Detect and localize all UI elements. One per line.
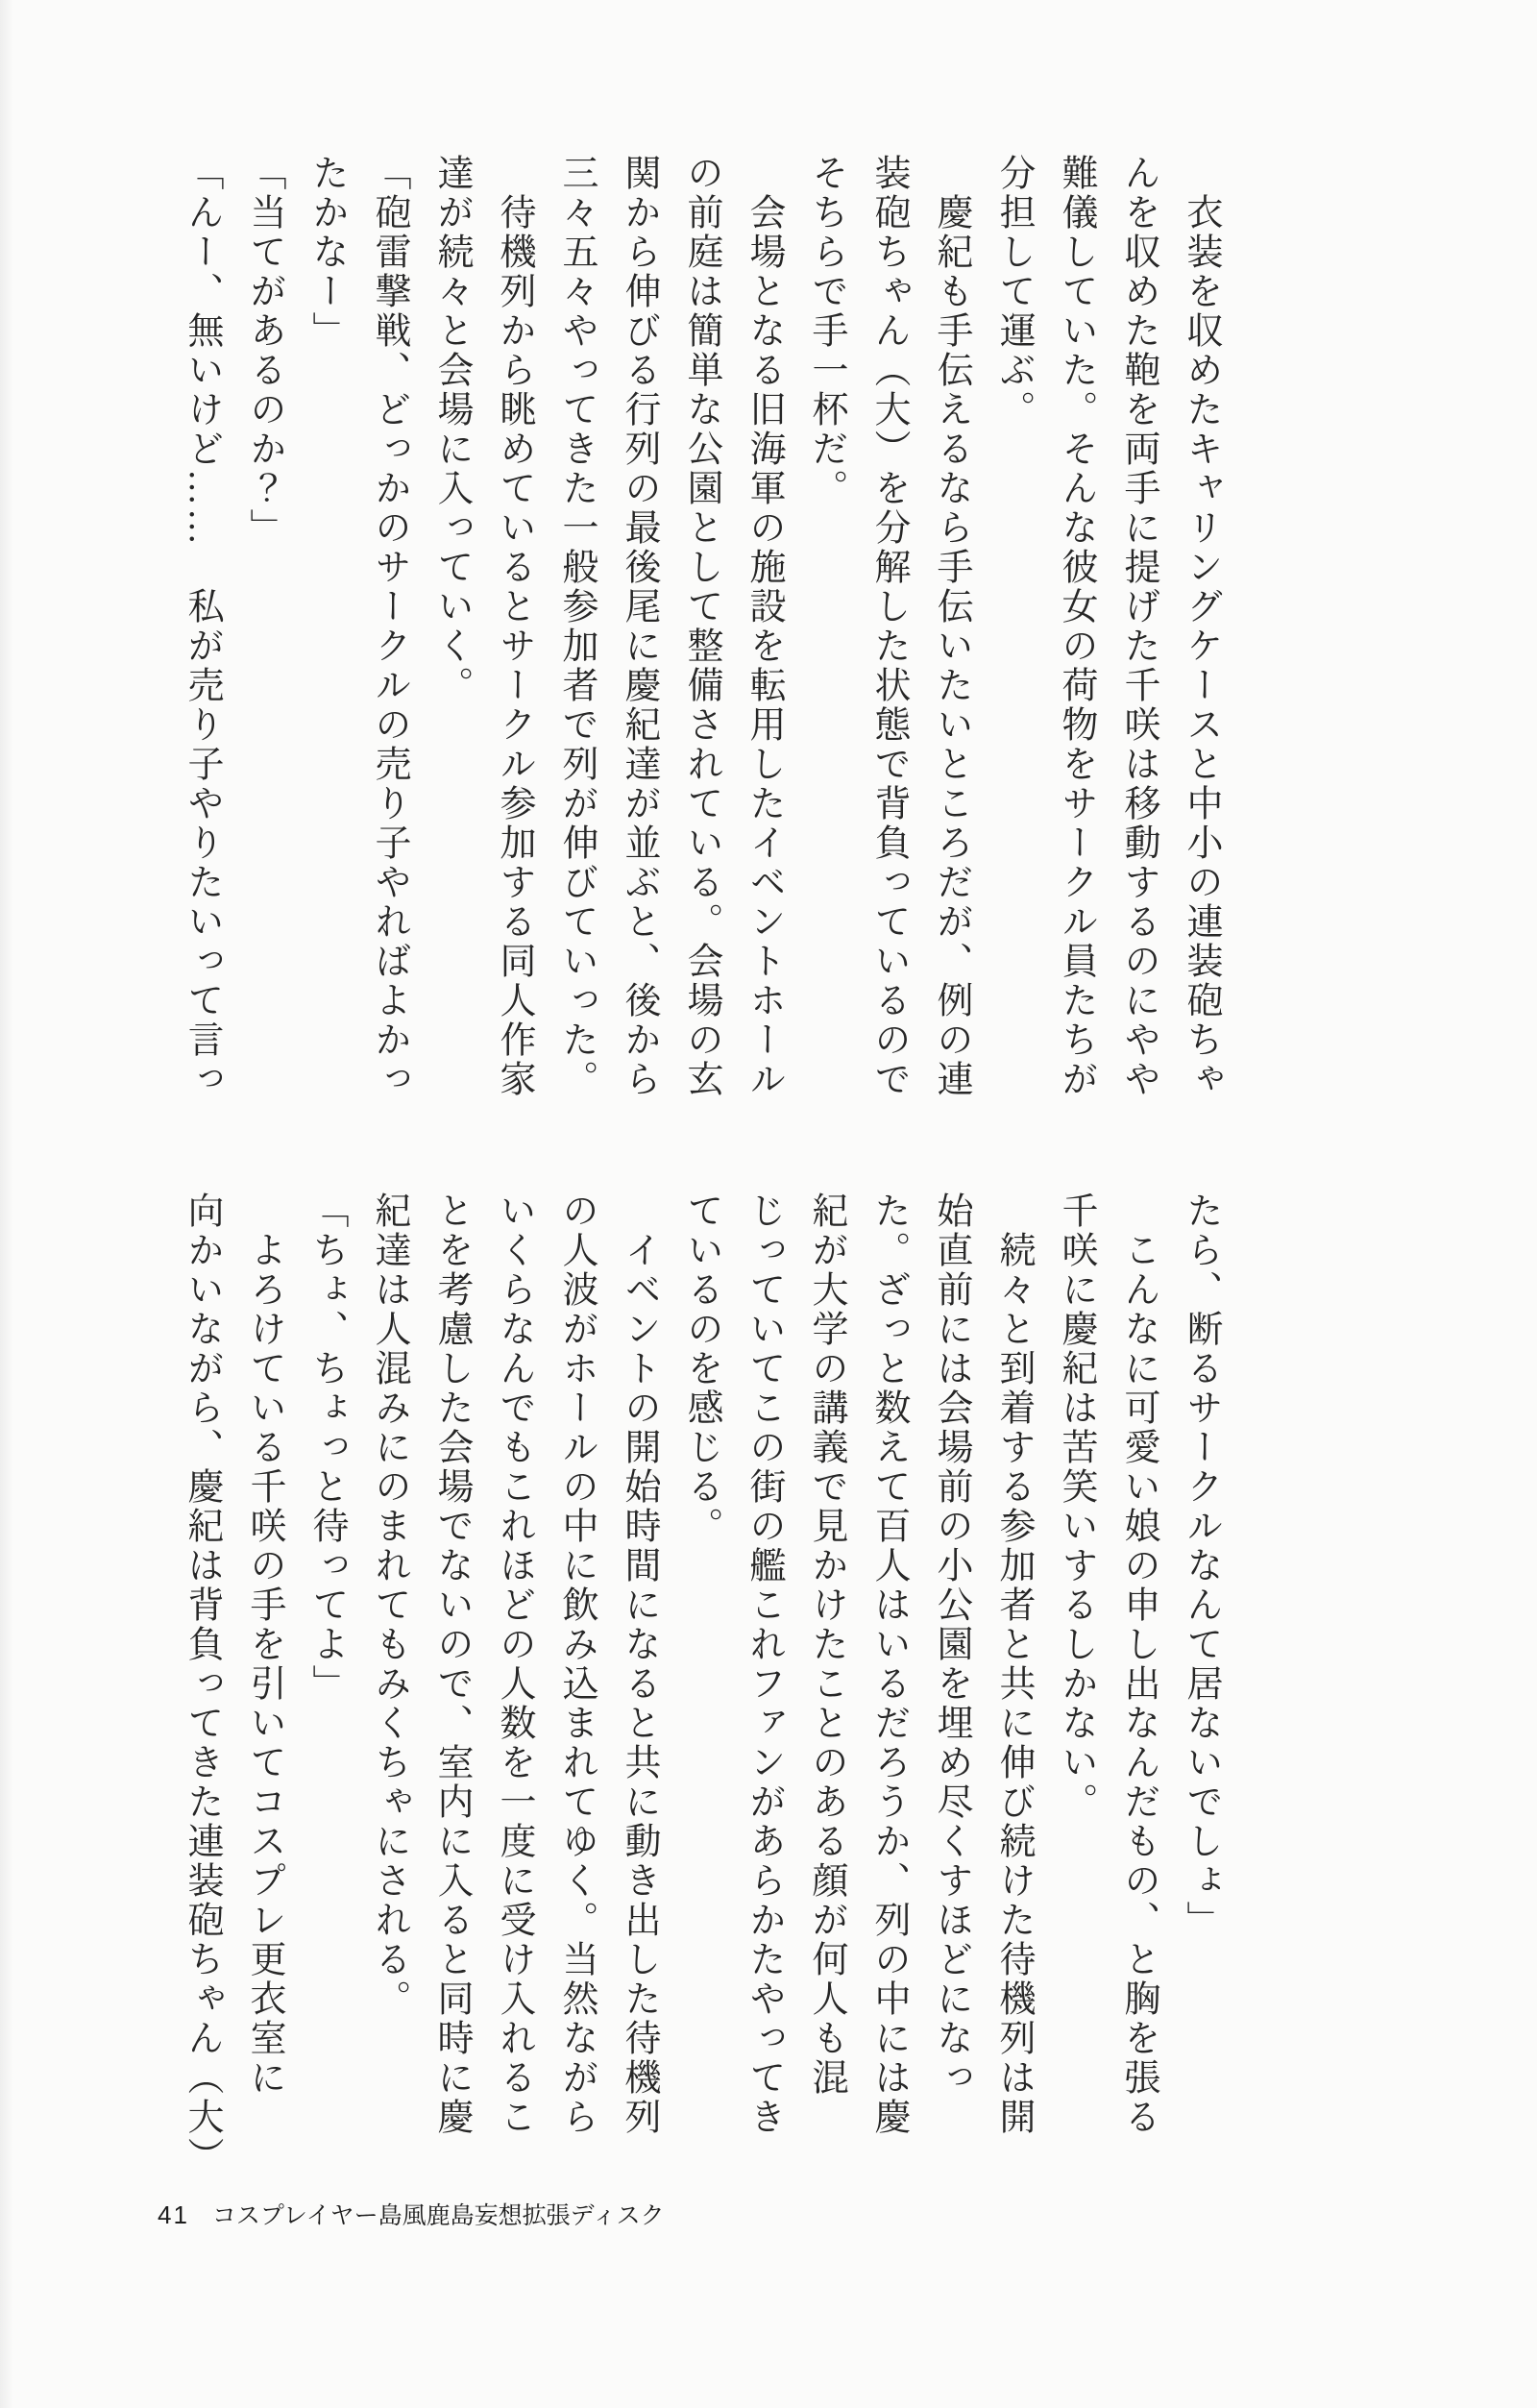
text-column: んを収めた鞄を両手に提げた千咲は移動するのにやや [1118,154,1159,1099]
text-column: の前庭は簡単な公園として整備されている。会場の玄 [681,154,721,1099]
text-column: 関から伸びる行列の最後尾に慶紀達が並ぶと、後から [619,154,659,1099]
text-column: 達が続々と会場に入っていく。 [431,154,472,705]
text-column: 装砲ちゃん（大）を分解した状態で背負っているので [868,154,909,1099]
text-column: 「当てがあるのか？」 [244,154,284,548]
text-column: ているのを感じる。 [681,1192,721,1546]
text-column: 始直前には会場前の小公園を埋め尽くすほどになっ [931,1192,971,2098]
page-number: 41 [158,2200,189,2229]
bottom-text-block [170,1192,1232,2196]
top-text-block [170,154,1232,1158]
text-column: 紀達は人混みにのまれてもみくちゃにされる。 [369,1192,409,2019]
text-column: こんなに可愛い娘の申し出なんだもの、と胸を張る [1118,1192,1159,2137]
text-column: 紀が大学の講義で見かけたことのある顔が何人も混 [806,1192,846,2098]
text-column: よろけている千咲の手を引いてコスプレ更衣室に [244,1192,284,2098]
page-footer [158,2197,665,2231]
book-title: コスプレイヤー島風鹿島妄想拡張ディスク [211,2202,665,2229]
text-column: 三々五々やってきた一般参加者で列が伸びていった。 [556,154,597,1099]
text-column: 難儀していた。そんな彼女の荷物をサークル員たちが [1056,154,1096,1099]
text-column: 「んー、無いけど…… 私が売り子やりたいって言っ [182,154,222,1099]
text-column: 会場となる旧海軍の施設を転用したイベントホール [744,154,784,1099]
text-column: イベントの開始時間になると共に動き出した待機列 [619,1192,659,2137]
text-column: じっていてこの街の艦これファンがあらかたやってき [744,1192,784,2137]
text-column: 「砲雷撃戦、どっかのサークルの売り子やればよかっ [369,154,409,1099]
text-column: 「ちょ、ちょっと待ってよ」 [306,1192,347,1704]
text-column: たかなー」 [306,154,347,351]
text-column: 向かいながら、慶紀は背負ってきた連装砲ちゃん（大） [182,1192,222,2176]
text-column: 分担して運ぶ。 [993,154,1034,430]
text-column: の人波がホールの中に飲み込まれてゆく。当然ながら [556,1192,597,2137]
text-column: 衣装を収めたキャリングケースと中小の連装砲ちゃ [1181,154,1221,1099]
text-column: た。ざっと数えて百人はいるだろうか、列の中には慶 [868,1192,909,2137]
text-column: そちらで手一杯だ。 [806,154,846,508]
text-column: とを考慮した会場でないので、室内に入ると同時に慶 [431,1192,472,2137]
text-column: 待機列から眺めているとサークル参加する同人作家 [494,154,534,1099]
text-column: 続々と到着する参加者と共に伸び続けた待機列は開 [993,1192,1034,2137]
text-column: たら、断るサークルなんて居ないでしょ」 [1181,1192,1221,1940]
text-column: いくらなんでもこれほどの人数を一度に受け入れるこ [494,1192,534,2137]
text-column: 慶紀も手伝えるなら手伝いたいところだが、例の連 [931,154,971,1099]
text-column: 千咲に慶紀は苦笑いするしかない。 [1056,1192,1096,1822]
